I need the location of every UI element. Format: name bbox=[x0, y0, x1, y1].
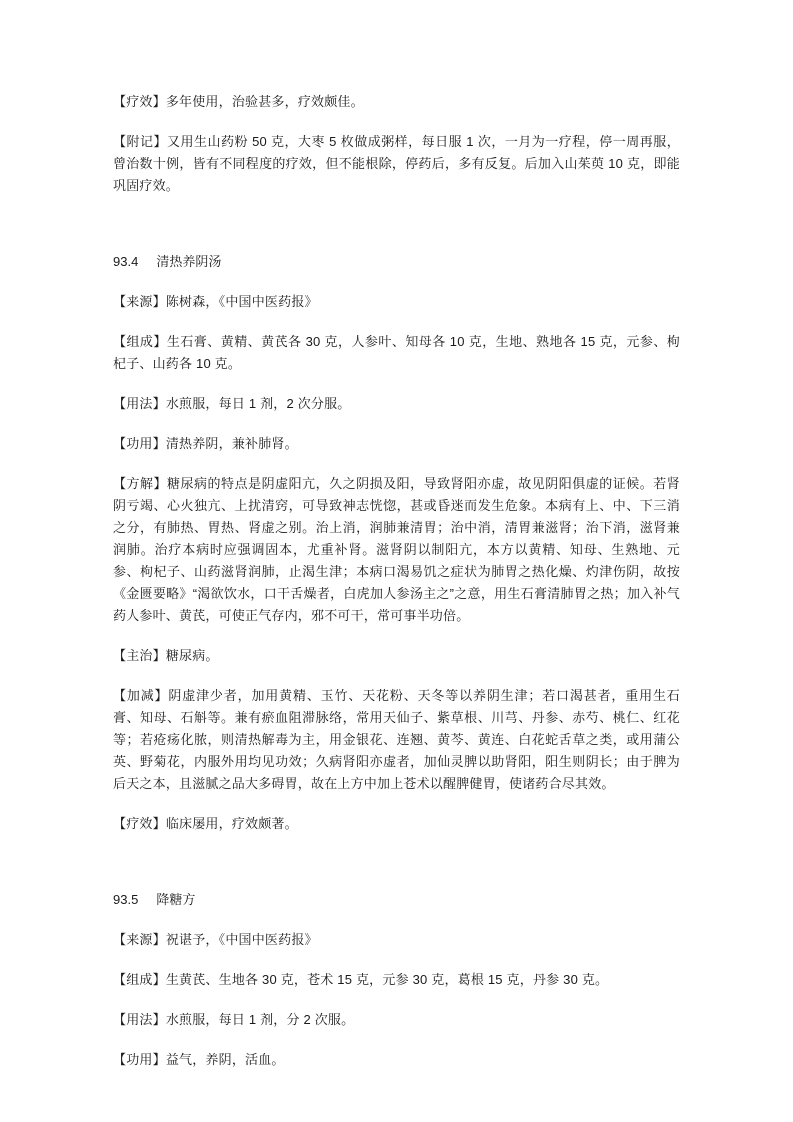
field-text: 生黄芪、生地各 30 克，苍术 15 克，元参 30 克，葛根 15 克，丹参 30 克。 bbox=[165, 972, 609, 987]
field-text: 又用生山药粉 50 克，大枣 5 枚做成粥样，每日服 1 次，一月为一疗程，停一周再服，曾治数十例，皆有不同程度的疗效，但不能根除，停药后，多有反复。后加入山茱萸 10 克，即能巩固疗效。 bbox=[113, 134, 680, 193]
paragraph-zucheng bbox=[113, 969, 680, 991]
field-text: 益气，养阴，活血。 bbox=[165, 1052, 285, 1067]
field-label: 【来源】 bbox=[113, 932, 166, 947]
section-heading-93-5 bbox=[113, 889, 680, 911]
field-text: 临床屡用，疗效颇著。 bbox=[165, 816, 298, 831]
field-label: 【组成】 bbox=[113, 334, 167, 349]
field-label: 【组成】 bbox=[113, 972, 166, 987]
paragraph-laiyuan bbox=[113, 291, 680, 313]
paragraph-yongfa bbox=[113, 1009, 680, 1031]
section-title: 降糖方 bbox=[156, 892, 196, 907]
field-text: 陈树森，《中国中医药报》 bbox=[165, 294, 318, 309]
paragraph-laiyuan bbox=[113, 929, 680, 951]
field-label: 【疗效】 bbox=[113, 816, 166, 831]
field-text: 祝谌予，《中国中医药报》 bbox=[165, 932, 318, 947]
field-text: 糖尿病。 bbox=[165, 648, 219, 663]
field-text: 水煎服，每日 1 剂，分 2 次服。 bbox=[165, 1012, 355, 1027]
field-label: 【功用】 bbox=[113, 1052, 166, 1067]
field-label: 【方解】 bbox=[113, 476, 168, 491]
field-text: 清热养阴，兼补肺肾。 bbox=[165, 436, 298, 451]
field-text: 阴虚津少者，加用黄精、玉竹、天花粉、天冬等以养阴生津；若口渴甚者，重用生石膏、知母、石斛等。兼有瘀血阻滞脉络，常用天仙子、紫草根、川芎、丹参、赤芍、桃仁、红花等；若疮疡化脓，则清热解毒为主，用金银花、连翘、黄芩、黄连、白花蛇舌草之类，或用蒲公英、野菊花，内服外用均见功效；久病肾阳亦虚者，加仙灵脾以助肾阳，阳生则阴长；由于脾为后天之本，且滋腻之品大多碍胃，故在上方中加上苍术以醒脾健胃，使诸药合尽其效。 bbox=[113, 688, 680, 791]
paragraph-liaoxiao bbox=[113, 813, 680, 835]
field-label: 【来源】 bbox=[113, 294, 166, 309]
paragraph-jiajian bbox=[113, 685, 680, 795]
paragraph-zucheng bbox=[113, 331, 680, 375]
field-label: 【用法】 bbox=[113, 1012, 166, 1027]
section-number: 93.4 bbox=[113, 254, 139, 269]
field-label: 【功用】 bbox=[113, 436, 166, 451]
field-text: 生石膏、黄精、黄芪各 30 克，人参叶、知母各 10 克，生地、熟地各 15 克，元参、枸杞子、山药各 10 克。 bbox=[113, 334, 680, 371]
paragraph-yongfa bbox=[113, 393, 680, 415]
paragraph-fangjie bbox=[113, 473, 680, 627]
field-label: 【用法】 bbox=[113, 396, 166, 411]
paragraph-zhuzhi bbox=[113, 645, 680, 667]
section-heading-93-4 bbox=[113, 251, 680, 273]
paragraph-liaoxiao bbox=[113, 91, 680, 113]
section-title: 清热养阴汤 bbox=[156, 254, 222, 269]
field-text: 多年使用，治验甚多，疗效颇佳。 bbox=[165, 94, 364, 109]
paragraph-gongyong bbox=[113, 433, 680, 455]
field-label: 【加减】 bbox=[113, 688, 169, 703]
field-label: 【主治】 bbox=[113, 648, 166, 663]
field-text: 水煎服，每日 1 剂，2 次分服。 bbox=[165, 396, 351, 411]
field-text: 糖尿病的特点是阴虚阳亢，久之阴损及阳，导致肾阳亦虚，故见阴阳俱虚的证候。若肾阴亏竭、心火独亢、上扰清窍，可导致神志恍惚，甚或昏迷而发生危象。本病有上、中、下三消之分，有肺热、胃热、肾虚之别。治上消，润肺兼清胃；治中消，清胃兼滋肾；治下消，滋肾兼润肺。治疗本病时应强调固本，尤重补肾。滋肾阴以制阳亢，本方以黄精、知母、生熟地、元参、枸杞子、山药滋肾润肺，止渴生津；本病口渴易饥之症状为肺胃之热化燥、灼津伤阴，故按《金匮要略》“渴欲饮水，口干舌燥者，白虎加人参汤主之”之意，用生石膏清肺胃之热；加入补气药人参叶、黄芪，可使正气存内，邪不可干，常可事半功倍。 bbox=[113, 476, 680, 623]
paragraph-gongyong bbox=[113, 1049, 680, 1071]
paragraph-fuji bbox=[113, 131, 680, 197]
section-number: 93.5 bbox=[113, 892, 139, 907]
field-label: 【疗效】 bbox=[113, 94, 166, 109]
field-label: 【附记】 bbox=[113, 134, 167, 149]
